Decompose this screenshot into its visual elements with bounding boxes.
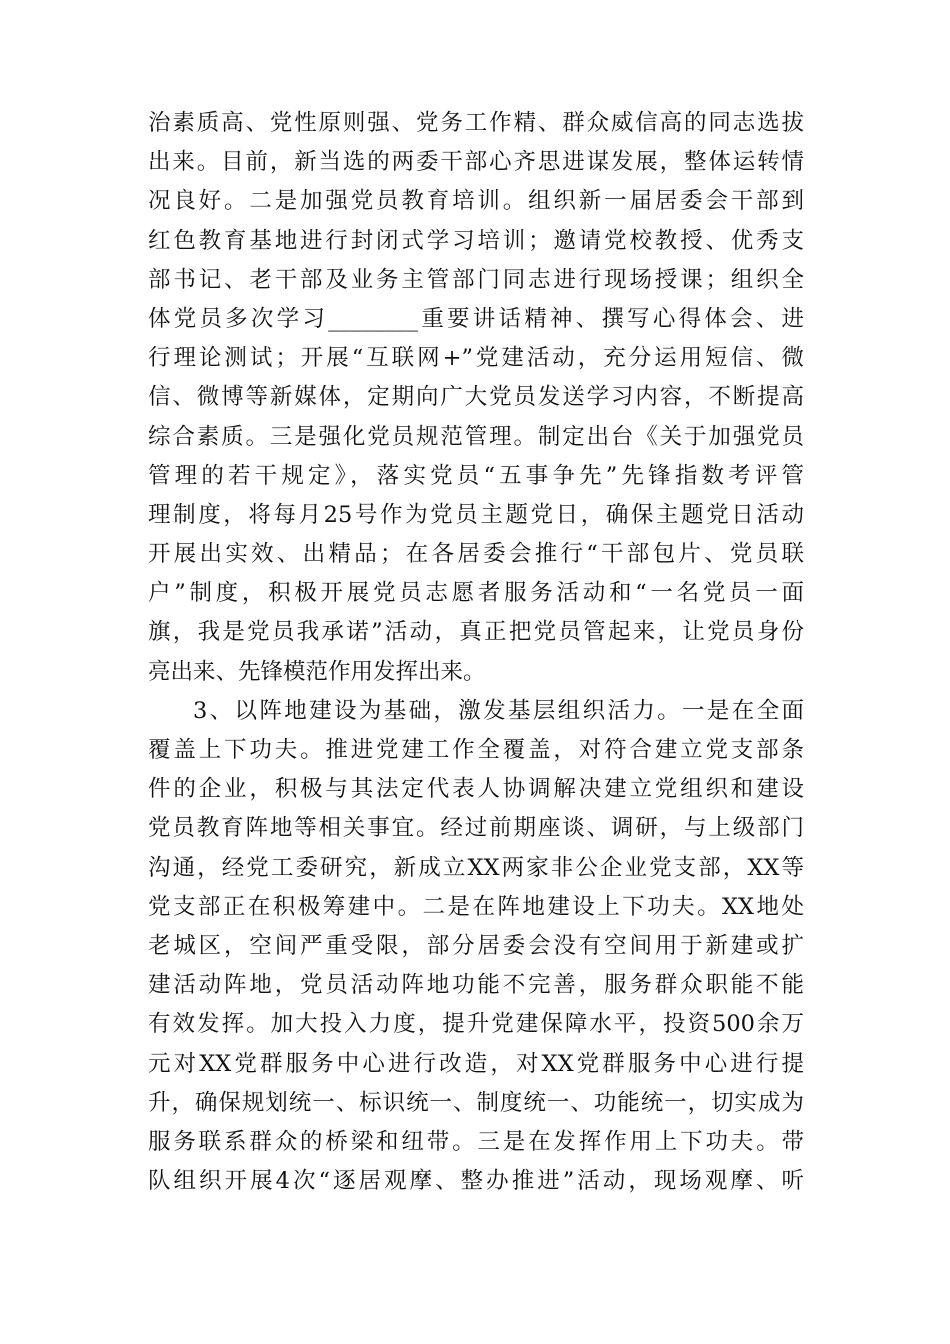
text-line: 体党员多次学习________重要讲话精神、撰写心得体会、进 xyxy=(148,305,804,332)
text-line: 覆盖上下功夫。推进党建工作全覆盖，对符合建立党支部条 xyxy=(148,737,804,763)
text-line: 行理论测试；开展“互联网+”党建活动，充分运用短信、微 xyxy=(148,345,804,372)
text-line: 出来。目前，新当选的两委干部心齐思进谋发展，整体运转情 xyxy=(148,149,804,176)
text-line: 元对XX党群服务中心进行改造，对XX党群服务中心进行提 xyxy=(148,1050,804,1077)
paragraph-party-member-education xyxy=(148,104,804,692)
text-line: 升，确保规划统一、标识统一、制度统一、功能统一，切实成为 xyxy=(148,1089,804,1116)
text-line: 红色教育基地进行封闭式学习培训；邀请党校教授、优秀支 xyxy=(148,227,804,254)
text-line: 队组织开展4次“逐居观摩、整办推进”活动，现场观摩、听 xyxy=(148,1168,804,1195)
text-line: 党员教育阵地等相关事宜。经过前期座谈、调研，与上级部门 xyxy=(148,815,804,842)
text-line: 管理的若干规定》，落实党员“五事争先”先锋指数考评管 xyxy=(148,462,804,489)
paragraph-position-building xyxy=(148,692,804,1201)
text-line: 信、微博等新媒体，定期向广大党员发送学习内容，不断提高 xyxy=(148,384,804,411)
text-line: 建活动阵地，党员活动阵地功能不完善，服务群众职能不能 xyxy=(148,972,804,999)
document-body xyxy=(148,104,804,1201)
text-line: 治素质高、党性原则强、党务工作精、群众威信高的同志选拔 xyxy=(148,110,804,136)
text-line: 综合素质。三是强化党员规范管理。制定出台《关于加强党员 xyxy=(148,423,804,450)
text-line: 件的企业，积极与其法定代表人协调解决建立党组织和建设 xyxy=(148,776,804,803)
text-line: 沟通，经党工委研究，新成立XX两家非公企业党支部，XX等 xyxy=(148,854,804,881)
text-line: 党支部正在积极筹建中。二是在阵地建设上下功夫。XX地处 xyxy=(148,893,804,920)
text-line: 老城区，空间严重受限，部分居委会没有空间用于新建或扩 xyxy=(148,932,804,959)
text-line: 旗，我是党员我承诺”活动，真正把党员管起来，让党员身份 xyxy=(148,619,804,646)
text-line: 开展出实效、出精品；在各居委会推行“干部包片、党员联 xyxy=(148,541,804,568)
paragraph-heading-line: 3、以阵地建设为基础，激发基层组织活力。一是在全面 xyxy=(193,697,804,724)
text-line: 况良好。二是加强党员教育培训。组织新一届居委会干部到 xyxy=(148,188,804,215)
text-line: 服务联系群众的桥梁和纽带。三是在发挥作用上下功夫。带 xyxy=(148,1128,804,1155)
text-line: 亮出来、先锋模范作用发挥出来。 xyxy=(148,658,486,685)
text-line: 理制度，将每月25号作为党员主题党日，确保主题党日活动 xyxy=(148,501,804,528)
text-line: 有效发挥。加大投入力度，提升党建保障水平，投资500余万 xyxy=(148,1011,804,1038)
text-line: 户”制度，积极开展党员志愿者服务活动和“一名党员一面 xyxy=(148,580,804,607)
text-line: 部书记、老干部及业务主管部门同志进行现场授课；组织全 xyxy=(148,266,804,293)
